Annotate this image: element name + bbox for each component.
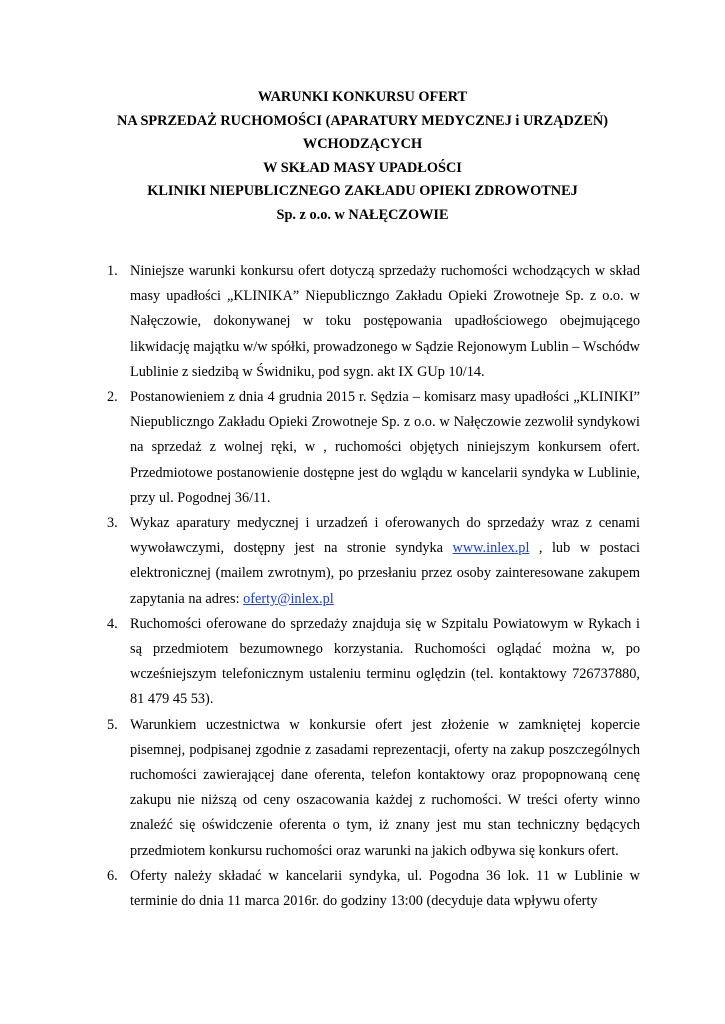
item-number: 6. bbox=[107, 867, 118, 884]
item-text bbox=[130, 511, 640, 612]
list-item-2 bbox=[0, 385, 725, 511]
item-number: 3. bbox=[107, 515, 118, 532]
item-text: Postanowieniem z dnia 4 grudnia 2015 r. Sędzia – komisarz masy upadłości „KLINIKI” Niepubliczngo Zakładu Opieki Zrowotneje Sp. z o.o. w Nałęczowie zezwolił syndykowi na sprzedaż z wolnej ręki, w , ruchomości objętych niniejszym konkursem ofert. Przedmiotowe postanowienie dostępne jest do wglądu w kancelarii syndyka w Lublinie, przy ul. Pogodnej 36/11. bbox=[130, 389, 640, 506]
item-number: 1. bbox=[107, 263, 118, 279]
list-item-6 bbox=[0, 864, 725, 914]
item-text: Warunkiem uczestnictwa w konkursie ofert jest złożenie w zamkniętej kopercie pisemnej, podpisanej zgodnie z zasadami reprezentacji, oferty na zakup poszczególnych ruchomości zawierającej dane oferenta, telefon kontaktowy oraz propopnowaną cenę zakupu nie niższą od ceny oszacowania każdej z ruchomości. W treści oferty winno znaleźć się oświdczenie oferenta o tym, iż znany jest mu stan techniczny będących przedmiotem konkursu ruchomości oraz warunki na jakich odbywa się konkurs ofert. bbox=[130, 716, 640, 859]
title-line-6: Sp. z o.o. w NAŁĘCZOWIE bbox=[276, 206, 449, 223]
list-item-3 bbox=[0, 511, 725, 612]
list-item-1 bbox=[0, 259, 725, 385]
item-text: Oferty należy składać w kancelarii syndyka, ul. Pogodna 36 lok. 11 w Lublinie w terminie do dnia 11 marca 2016r. do godziny 13:00 (decyduje data wpływu oferty bbox=[130, 867, 640, 910]
list-item-5 bbox=[0, 713, 725, 864]
item-text: Ruchomości oferowane do sprzedaży znajduja się w Szpitalu Powiatowym w Rykach i są przedmiotem bezumownego korzystania. Ruchomości oglądać można w, po wcześniejszym telefonicznym ustaleniu terminu oględzin (tel. kontaktowy 726737880, 81 479 45 53). bbox=[130, 615, 640, 708]
title-line-3: WCHODZĄCYCH bbox=[302, 136, 423, 153]
document-title bbox=[60, 86, 665, 228]
numbered-list bbox=[0, 259, 725, 914]
item-text-part-a: Wykaz aparatury medycznej i urzadzeń i oferowanych do sprzedaży wraz z cenami wywoławczymi, dostępny jest na stronie syndyka bbox=[130, 515, 640, 557]
title-line-4: W SKŁAD MASY UPADŁOŚCI bbox=[263, 159, 462, 176]
email-link[interactable]: oferty@inlex.pl bbox=[243, 590, 334, 607]
item-number: 5. bbox=[107, 716, 118, 733]
item-number: 4. bbox=[107, 615, 118, 632]
item-number: 2. bbox=[107, 389, 118, 406]
website-link[interactable]: www.inlex.pl bbox=[452, 540, 530, 557]
item-text-part-b: , lub w postaci elektronicznej (mailem zwrotnym), po przesłaniu przez osoby zainteresowane zakupem zapytania na adres: bbox=[130, 540, 641, 607]
title-line-5: KLINIKI NIEPUBLICZNEGO ZAKŁADU OPIEKI ZDROWOTNEJ bbox=[147, 183, 578, 200]
item-text: Niniejsze warunki konkursu ofert dotyczą sprzedaży ruchomości wchodzących w skład masy upadłości „KLINIKA” Niepubliczngo Zakładu Opieki Zrowotneje Sp. z o.o. w Nałęczowie, dokonywanej w toku postępowania upadłościowego obejmującego likwidację majątku w/w spółki, prowadzonego w Sądzie Rejonowym Lublin – Wschódw Lublinie z siedzibą w Świdniku, pod sygn. akt IX GUp 10/14. bbox=[130, 263, 640, 380]
title-line-2: NA SPRZEDAŻ RUCHOMOŚCI (APARATURY MEDYCZNEJ i URZĄDZEŃ) bbox=[117, 112, 608, 129]
list-item-4 bbox=[0, 612, 725, 713]
title-line-1: WARUNKI KONKURSU OFERT bbox=[257, 89, 468, 105]
